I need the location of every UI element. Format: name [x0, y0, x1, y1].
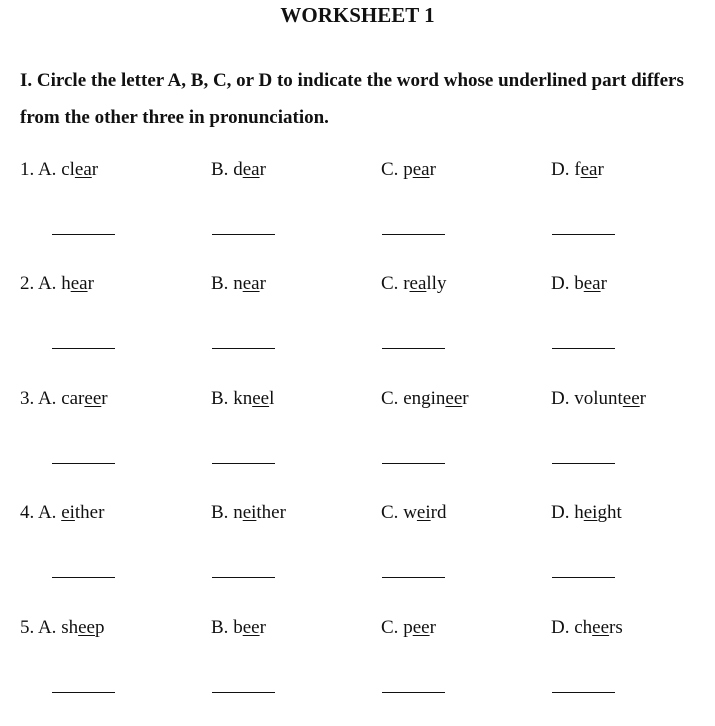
option-c[interactable]: [381, 501, 446, 525]
question-number: 3.: [20, 388, 35, 409]
word-suffix: r: [462, 388, 469, 409]
word-prefix: p: [403, 617, 413, 638]
underlined-part: ee: [78, 617, 95, 638]
word-suffix: r: [600, 273, 607, 294]
answer-blank-line[interactable]: [552, 577, 615, 578]
word-prefix: b: [233, 617, 243, 638]
option-letter: A.: [37, 273, 57, 294]
question-2: [0, 272, 715, 372]
option-a[interactable]: [20, 272, 94, 296]
underlined-part: ea: [409, 273, 427, 294]
word-suffix: p: [94, 617, 105, 638]
option-letter: C.: [381, 388, 399, 409]
word-prefix: w: [403, 502, 417, 523]
word-suffix: r: [87, 273, 94, 294]
answer-blank-line[interactable]: [52, 463, 115, 464]
question-4: [0, 501, 715, 601]
underlined-part: ei: [61, 502, 75, 523]
underlined-part: ea: [242, 159, 260, 180]
underlined-part: ea: [412, 159, 430, 180]
underlined-part: ei: [416, 502, 431, 523]
option-letter: D.: [551, 617, 570, 638]
option-letter: C.: [381, 273, 399, 294]
option-d[interactable]: [551, 158, 604, 182]
option-c[interactable]: [381, 616, 436, 640]
underlined-part: ea: [242, 273, 260, 294]
word-suffix: ght: [597, 502, 622, 523]
underlined-part: ea: [74, 159, 92, 180]
option-letter: D.: [551, 273, 570, 294]
answer-blank-line[interactable]: [382, 692, 445, 693]
option-b[interactable]: [211, 158, 266, 182]
question-number: 4.: [20, 502, 35, 523]
question-number: 2.: [20, 273, 35, 294]
underlined-part: ei: [242, 502, 257, 523]
option-d[interactable]: [551, 272, 607, 296]
underlined-part: ei: [583, 502, 598, 523]
option-c[interactable]: [381, 158, 436, 182]
underlined-part: ee: [84, 388, 102, 409]
answer-blank-line[interactable]: [52, 234, 115, 235]
answer-blank-line[interactable]: [212, 348, 275, 349]
word-prefix: h: [61, 273, 71, 294]
option-d[interactable]: [551, 501, 622, 525]
word-suffix: r: [639, 388, 646, 409]
answer-blank-line[interactable]: [382, 234, 445, 235]
option-letter: B.: [211, 502, 229, 523]
word-prefix: p: [403, 159, 413, 180]
word-suffix: r: [429, 617, 436, 638]
word-prefix: sh: [61, 617, 79, 638]
option-letter: A.: [37, 502, 57, 523]
word-prefix: kn: [233, 388, 253, 409]
option-letter: D.: [551, 159, 570, 180]
answer-blank-line[interactable]: [382, 348, 445, 349]
underlined-part: ee: [412, 617, 430, 638]
question-5: [0, 616, 715, 716]
option-a[interactable]: [20, 387, 108, 411]
option-letter: C.: [381, 159, 399, 180]
instruction-text: I. Circle the letter A, B, C, or D to indicate the word whose underlined part differs from the other three in pronunciation.: [20, 70, 684, 128]
option-c[interactable]: [381, 272, 446, 296]
word-prefix: cl: [61, 159, 75, 180]
option-d[interactable]: [551, 387, 646, 411]
question-number: 5.: [20, 617, 35, 638]
answer-blank-line[interactable]: [52, 348, 115, 349]
word-prefix: car: [61, 388, 85, 409]
answer-blank-line[interactable]: [212, 234, 275, 235]
answer-blank-line[interactable]: [212, 692, 275, 693]
word-suffix: r: [259, 617, 266, 638]
question-3: [0, 387, 715, 487]
option-letter: A.: [37, 388, 57, 409]
underlined-part: ee: [445, 388, 463, 409]
answer-blank-line[interactable]: [552, 348, 615, 349]
answer-blank-line[interactable]: [382, 577, 445, 578]
underlined-part: ea: [583, 273, 601, 294]
word-prefix: b: [574, 273, 584, 294]
answer-blank-line[interactable]: [212, 577, 275, 578]
option-a[interactable]: [20, 616, 104, 640]
option-letter: D.: [551, 502, 570, 523]
option-b[interactable]: [211, 501, 286, 525]
word-suffix: r: [259, 273, 266, 294]
underlined-part: ea: [70, 273, 88, 294]
underlined-part: ee: [242, 617, 260, 638]
option-c[interactable]: [381, 387, 469, 411]
word-prefix: r: [403, 273, 410, 294]
underlined-part: ea: [580, 159, 598, 180]
word-suffix: r: [101, 388, 108, 409]
answer-blank-line[interactable]: [52, 692, 115, 693]
word-suffix: ther: [74, 502, 105, 523]
word-suffix: ther: [256, 502, 286, 523]
word-suffix: rd: [430, 502, 447, 523]
option-a[interactable]: [20, 501, 104, 525]
option-a[interactable]: [20, 158, 98, 182]
word-prefix: engin: [403, 388, 446, 409]
option-d[interactable]: [551, 616, 623, 640]
answer-blank-line[interactable]: [552, 692, 615, 693]
word-suffix: r: [429, 159, 436, 180]
answer-blank-line[interactable]: [382, 463, 445, 464]
option-letter: B.: [211, 273, 229, 294]
word-suffix: l: [269, 388, 275, 409]
underlined-part: ee: [592, 617, 610, 638]
option-letter: D.: [551, 388, 570, 409]
word-suffix: r: [597, 159, 604, 180]
option-letter: A.: [37, 617, 57, 638]
option-letter: B.: [211, 388, 229, 409]
answer-blank-line[interactable]: [552, 463, 615, 464]
word-prefix: n: [233, 502, 243, 523]
word-suffix: lly: [426, 273, 447, 294]
option-letter: B.: [211, 159, 229, 180]
option-b[interactable]: [211, 387, 274, 411]
word-prefix: volunt: [574, 388, 623, 409]
answer-blank-line[interactable]: [212, 463, 275, 464]
worksheet-title: WORKSHEET 1: [280, 3, 435, 27]
word-prefix: n: [233, 273, 243, 294]
option-letter: C.: [381, 502, 399, 523]
question-number: 1.: [20, 159, 35, 180]
underlined-part: ee: [622, 388, 640, 409]
word-prefix: ch: [574, 617, 593, 638]
word-suffix: rs: [609, 617, 623, 638]
option-letter: C.: [381, 617, 399, 638]
answer-blank-line[interactable]: [552, 234, 615, 235]
option-b[interactable]: [211, 616, 266, 640]
option-letter: A.: [37, 159, 57, 180]
underlined-part: ee: [252, 388, 270, 409]
word-prefix: h: [574, 502, 584, 523]
word-suffix: r: [259, 159, 266, 180]
question-1: [0, 158, 715, 258]
option-letter: B.: [211, 617, 229, 638]
word-prefix: d: [233, 159, 243, 180]
word-prefix: f: [574, 159, 581, 180]
answer-blank-line[interactable]: [52, 577, 115, 578]
option-b[interactable]: [211, 272, 266, 296]
word-suffix: r: [91, 159, 99, 180]
